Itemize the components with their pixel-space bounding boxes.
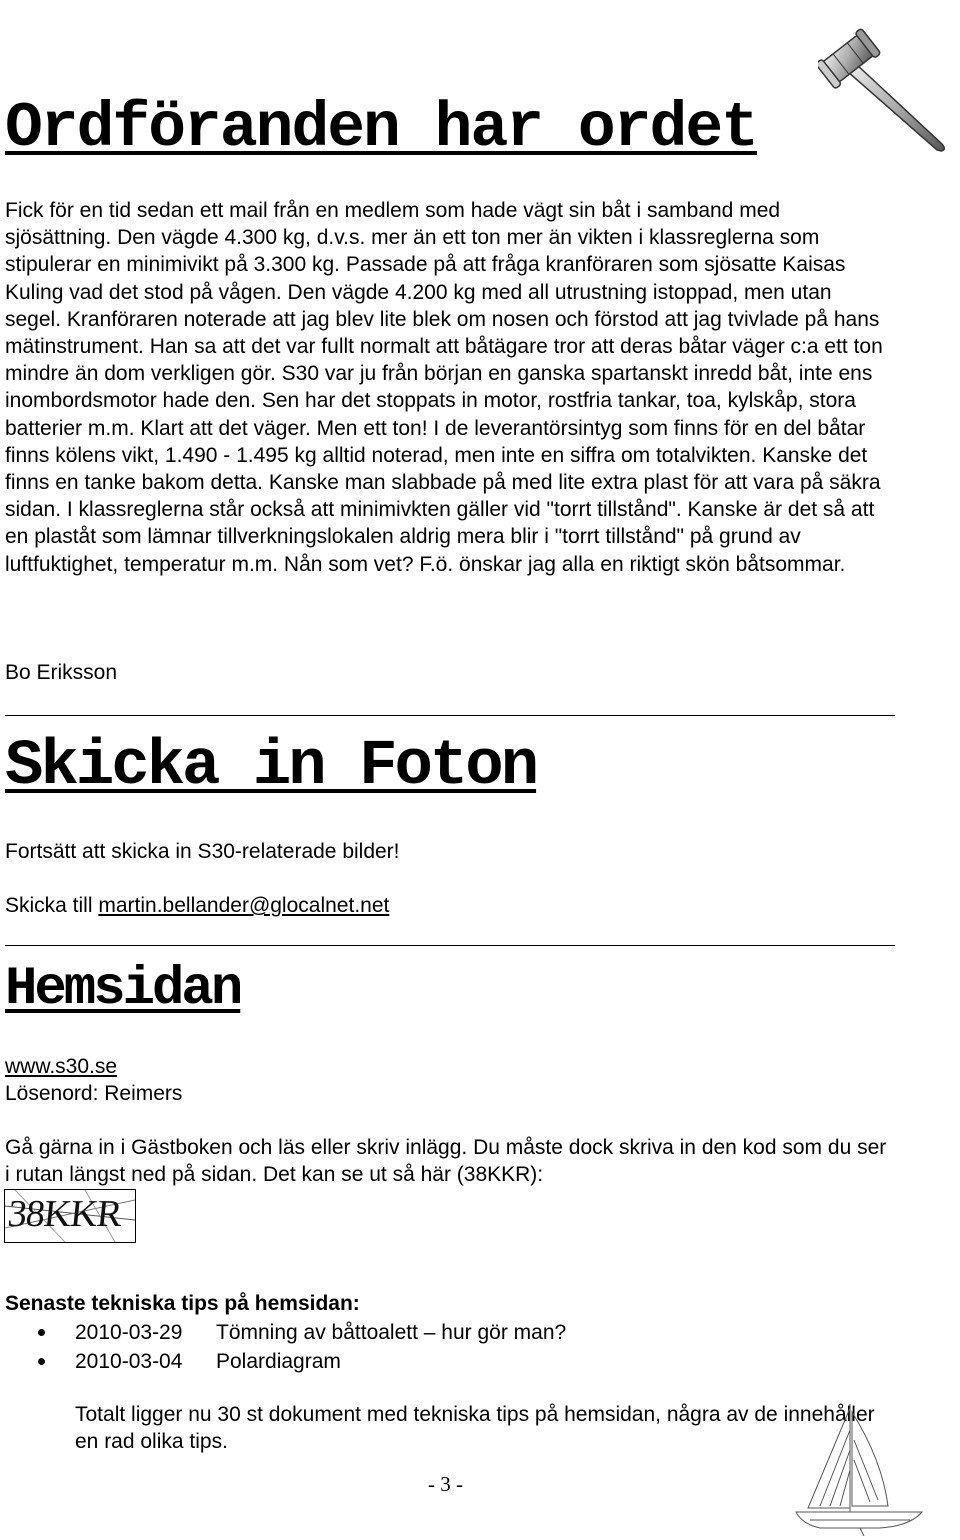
guestbook-text: Gå gärna in i Gästboken och läs eller skriv inlägg. Du måste dock skriva in den kod som du ser i rutan längst ned på sidan. Det kan se ut så här (38KKR): [5,1136,887,1187]
bullet-icon [38,1329,45,1336]
signature: Bo Eriksson [5,661,118,684]
section-divider [5,715,895,716]
tip-text: Polardiagram [216,1350,341,1373]
tip-date: 2010-03-29 [75,1321,183,1344]
website-url-line [5,1053,117,1080]
heading-website: Hemsidan [5,959,241,1020]
sailboat-icon [790,1400,930,1536]
heading-photos: Skicka in Foton [5,731,537,803]
photos-intro: Fortsätt att skicka in S30-relaterade bilder! [5,840,400,863]
password-line: Lösenord: Reimers [5,1082,183,1105]
page-number: - 3 - [428,1472,463,1496]
gavel-icon [818,22,953,154]
captcha-code: 38KKR [5,1193,124,1235]
send-prefix: Skicka till [5,894,99,917]
tip-date: 2010-03-04 [75,1350,183,1373]
captcha-image [4,1189,136,1243]
tips-heading: Senaste tekniska tips på hemsidan: [5,1292,360,1315]
tips-footer: Totalt ligger nu 30 st dokument med tekniska tips på hemsidan, några av de innehåller en rad olika tips. [75,1403,875,1454]
photos-send-line [5,892,389,919]
heading-chairman: Ordföranden har ordet [5,93,757,164]
bullet-icon [38,1358,45,1365]
website-link[interactable]: www.s30.se [5,1055,118,1078]
chairman-body: Fick för en tid sedan ett mail från en medlem som hade vägt sin båt i samband med sjösättning. Den vägde 4.300 kg, d.v.s. mer än ett ton mer än vikten i klassreglerna som stipulerar en minimivikt på 3.300 kg. Passade på att fråga kranföraren som sjösatte Kaisas Kuling vad det stod på vågen. Den vägde 4.200 kg med all utrustning istoppad, men utan segel. Kranföraren noterade att jag blev lite blek om nosen och förstod att jag tvivlade på hans mätinstrument. Han sa att det var fullt normalt att båtägare tror att deras båtar väger c:a ett ton mindre än dom verkligen gör. S30 var ju från början en ganska spartanskt inredd båt, inte ens inombordsmotor hade den. Sen har det stoppats in motor, rostfria tankar, toa, kylskåp, stora batterier m.m. Klart att det väger. Men ett ton! I de leverantörsintyg som finns för en del båtar finns kölens vikt, 1.490 - 1.495 kg alltid noterad, men inte en siffra om totalvikten. Kanske det finns en tanke bakom detta. Kanske man slabbade på med lite extra plast för att vara på säkra sidan. I klassreglerna står också att minimivkten gäller vid "torrt tillstånd". Kanske är det så att en plaståt som lämnar tillverkningslokalen aldrig mera blir i "torrt tillstånd" på grund av luftfuktighet, temperatur m.m. Nån som vet? F.ö. önskar jag alla en riktigt skön båtsommar. [5,199,883,576]
section-divider [5,945,895,946]
tip-text: Tömning av båttoalett – hur gör man? [216,1321,567,1344]
email-link[interactable]: martin.bellander@glocalnet.net [98,894,390,917]
